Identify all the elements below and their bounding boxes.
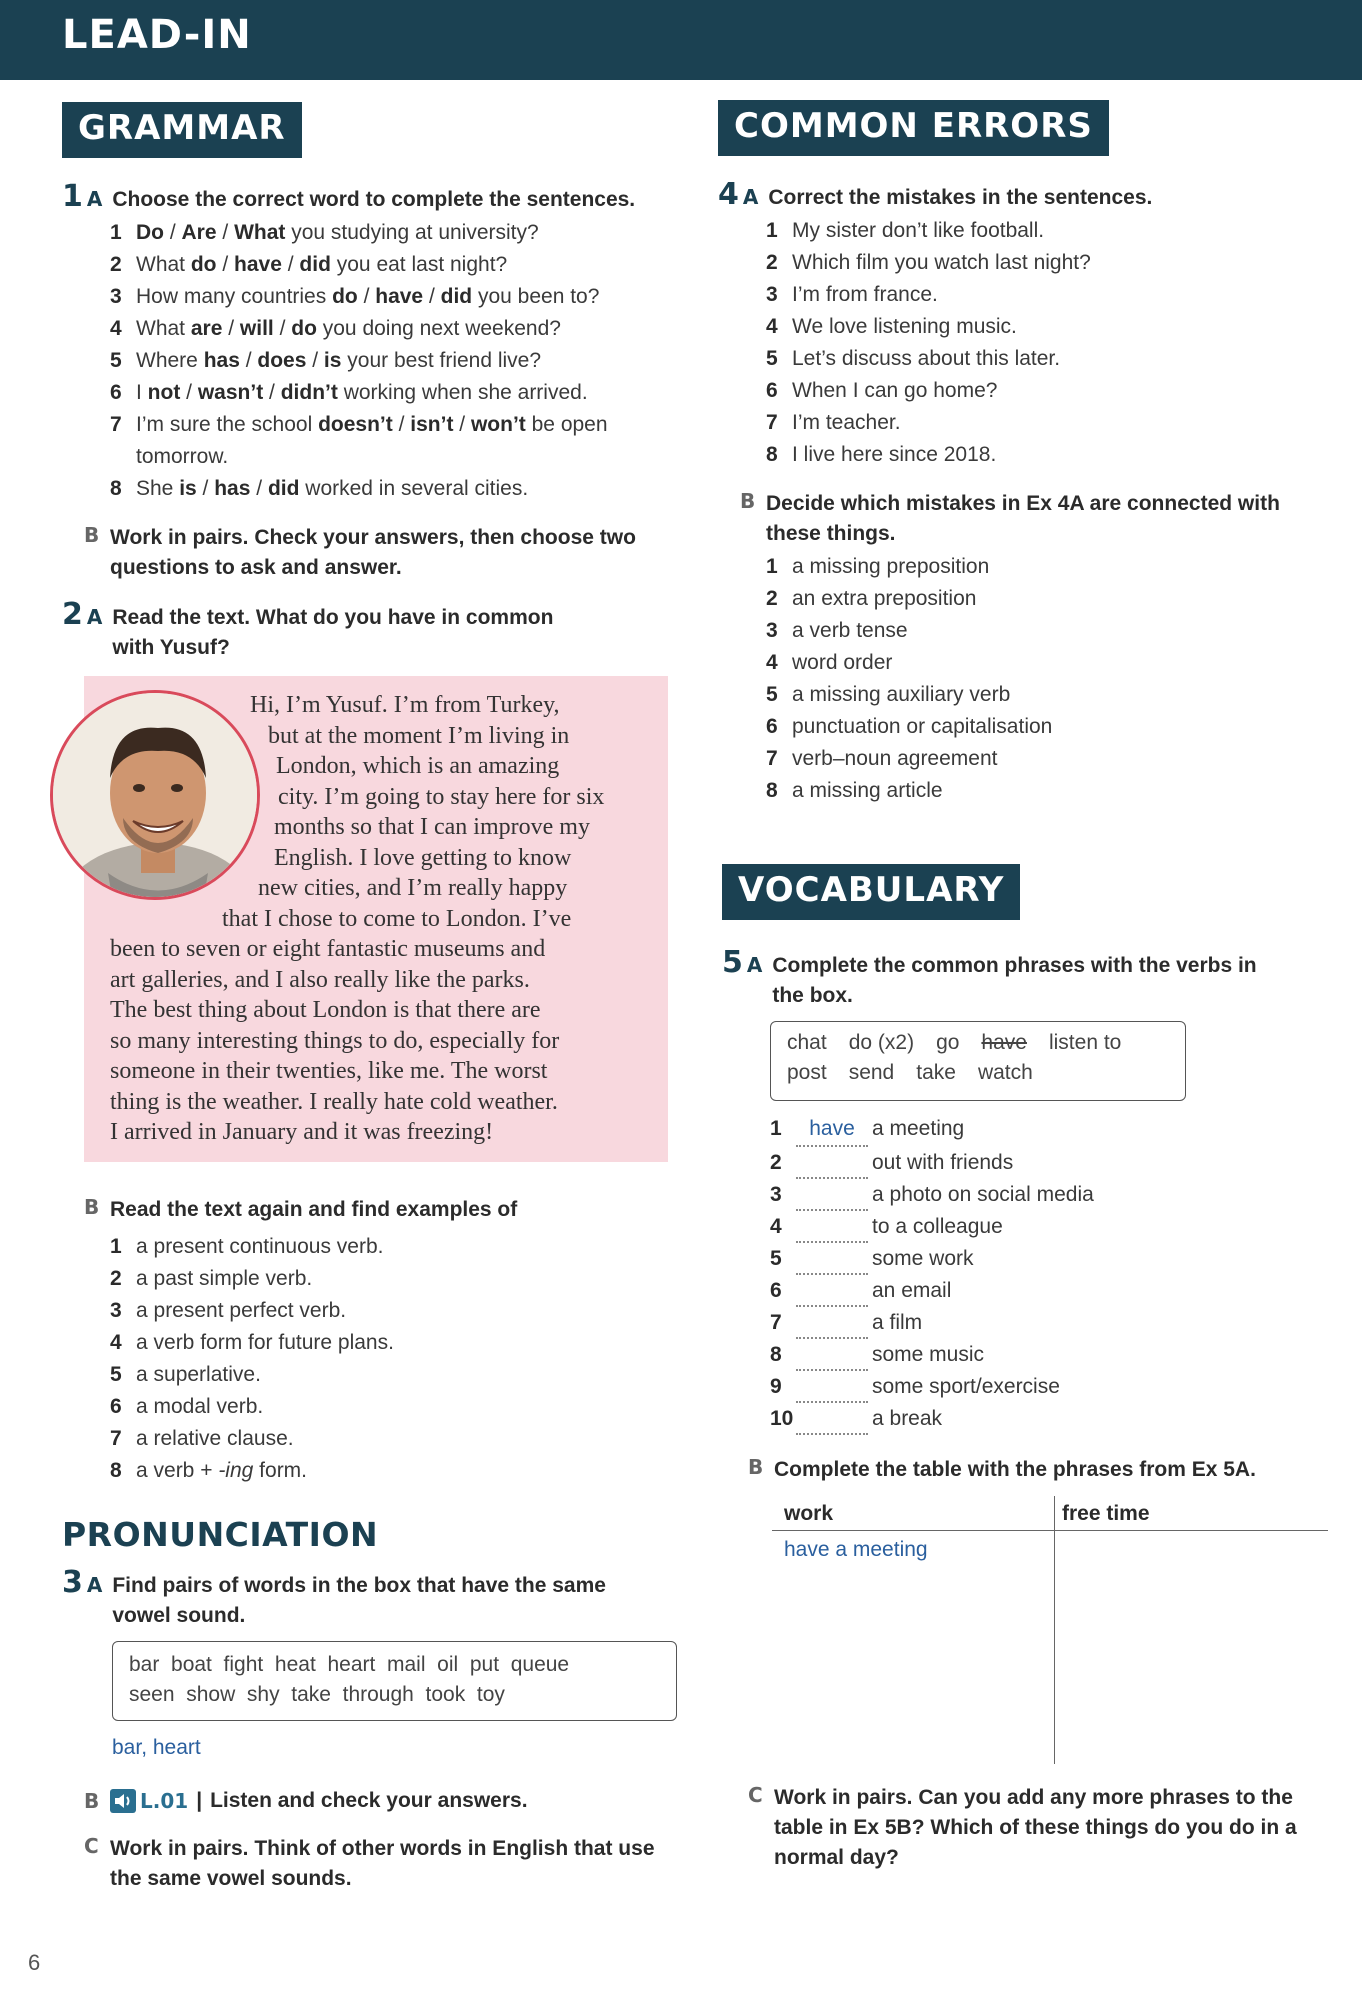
item-number: 3 <box>766 283 778 306</box>
reading-line: art galleries, and I also really like the parks. <box>110 966 530 993</box>
table-column-divider <box>1054 1496 1055 1764</box>
item-text: Let’s discuss about this later. <box>792 347 1061 370</box>
item-text: I live here since 2018. <box>792 443 997 466</box>
item-number: 5 <box>766 683 778 706</box>
common-errors-heading: COMMON ERRORS <box>718 100 1109 156</box>
exercise-2b-list <box>110 1231 684 1487</box>
item-text: a photo on social media <box>872 1183 1094 1206</box>
item-number: 3 <box>110 1299 122 1322</box>
answer-blank[interactable]: have <box>796 1113 868 1147</box>
item-number: 5 <box>766 347 778 370</box>
exercise-number: 5 <box>722 945 743 980</box>
top-banner <box>0 0 1362 80</box>
verb-word: have <box>981 1031 1027 1054</box>
list-item <box>770 1113 1290 1147</box>
exercise-4a-list <box>766 215 1328 471</box>
exercise-1a-instruction: Choose the correct word to complete the sentences. <box>112 188 636 211</box>
reading-line: been to seven or eight fantastic museums and <box>110 936 546 962</box>
exercise-letter: A <box>742 185 759 209</box>
item-number: 4 <box>766 315 778 338</box>
list-item <box>110 1359 684 1391</box>
item-number: 7 <box>110 1427 122 1450</box>
reading-line: The best thing about London is that there are <box>110 997 541 1023</box>
reading-line: Hi, I’m Yusuf. I’m from Turkey, <box>250 692 560 718</box>
item-text: We love listening music. <box>792 315 1017 338</box>
item-text: some sport/exercise <box>872 1375 1060 1398</box>
item-text: word order <box>792 651 893 674</box>
list-item <box>770 1243 1290 1275</box>
list-item <box>110 249 702 281</box>
exercise-5c <box>748 1783 1328 1873</box>
table-header-rule <box>772 1530 1328 1531</box>
list-item <box>110 217 702 249</box>
list-item <box>770 1211 1290 1243</box>
list-item <box>770 1307 1290 1339</box>
exercise-5a-instruction: Complete the common phrases with the verbs in the box. <box>772 954 1257 1007</box>
list-item <box>110 345 702 377</box>
item-text: out with friends <box>872 1151 1014 1174</box>
item-number: 1 <box>110 221 122 244</box>
item-text: an extra preposition <box>792 587 977 610</box>
reading-line: new cities, and I’m really happy <box>258 875 568 901</box>
reading-line: English. I love getting to know <box>274 844 572 871</box>
list-item <box>110 1263 684 1295</box>
exercise-2 <box>62 597 682 663</box>
list-item <box>766 279 1328 311</box>
verb-word: listen to <box>1048 1031 1122 1054</box>
exercise-1 <box>62 179 702 583</box>
list-item <box>766 375 1328 407</box>
list-item <box>766 647 1328 679</box>
exercise-4b-list <box>766 551 1328 807</box>
list-item <box>766 711 1328 743</box>
item-number: 1 <box>770 1117 782 1140</box>
exercise-3a-instruction: Find pairs of words in the box that have the same vowel sound. <box>112 1574 606 1627</box>
word-box-line-2: seen show shy take through took toy <box>129 1683 505 1706</box>
item-number: 6 <box>766 715 778 738</box>
item-number: 1 <box>766 555 778 578</box>
item-number: 8 <box>770 1343 782 1366</box>
item-text: I’m sure the school doesn’t / isn’t / won’t be open tomorrow. <box>136 413 608 468</box>
audio-track-label[interactable]: L.01 <box>140 1789 189 1813</box>
list-item <box>110 1423 684 1455</box>
item-text: punctuation or capitalisation <box>792 715 1053 738</box>
item-text: a missing auxiliary verb <box>792 683 1011 706</box>
page-number: 6 <box>28 1950 41 1975</box>
list-item <box>110 1231 684 1263</box>
answer-blank[interactable] <box>796 1211 868 1243</box>
list-item <box>766 407 1328 439</box>
reading-line: months so that I can improve my <box>274 814 590 840</box>
reading-line: but at the moment I’m living in <box>268 722 570 749</box>
grammar-heading: GRAMMAR <box>62 102 302 158</box>
exercise-number: 2 <box>62 597 83 632</box>
exercise-2b-instruction: Read the text again and find examples of <box>110 1198 518 1221</box>
list-item <box>770 1339 1290 1371</box>
list-item <box>766 583 1328 615</box>
list-item <box>110 281 702 313</box>
item-text: My sister don’t like football. <box>792 219 1045 242</box>
item-text: I’m from france. <box>792 283 938 306</box>
page-title: LEAD-IN <box>62 12 252 58</box>
table-header-work: work <box>784 1502 834 1525</box>
separator: | <box>196 1789 203 1812</box>
item-number: 4 <box>110 317 122 340</box>
item-text: an email <box>872 1279 952 1302</box>
pronunciation-heading: PRONUNCIATION <box>62 1515 379 1554</box>
item-number: 9 <box>770 1375 782 1398</box>
item-number: 7 <box>766 747 778 770</box>
item-text: some work <box>872 1247 974 1270</box>
item-number: 3 <box>770 1183 782 1206</box>
item-text: a verb tense <box>792 619 908 642</box>
item-text: When I can go home? <box>792 379 998 402</box>
verb-word: send <box>848 1061 895 1084</box>
item-number: 6 <box>766 379 778 402</box>
exercise-4b-instruction: Decide which mistakes in Ex 4A are connected with these things. <box>766 492 1280 545</box>
reading-line: that I chose to come to London. I’ve <box>222 905 572 932</box>
table-example-cell: have a meeting <box>784 1538 928 1561</box>
item-number: 6 <box>110 1395 122 1418</box>
exercise-letter: B <box>84 1195 100 1219</box>
item-text: a film <box>872 1311 923 1334</box>
exercise-3b-instruction: Listen and check your answers. <box>210 1789 528 1812</box>
item-text: a verb + -ing form. <box>136 1459 308 1482</box>
verb-word: do (x2) <box>848 1031 915 1054</box>
answer-blank[interactable] <box>796 1339 868 1371</box>
item-text: a relative clause. <box>136 1427 294 1450</box>
reading-line: I arrived in January and it was freezing! <box>110 1119 494 1145</box>
item-text: a missing article <box>792 779 943 802</box>
item-number: 7 <box>770 1311 782 1334</box>
item-text: What do / have / did you eat last night? <box>136 253 508 276</box>
exercise-3c-instruction: Work in pairs. Think of other words in English that use the same vowel sounds. <box>110 1837 655 1890</box>
answer-blank[interactable] <box>796 1147 868 1179</box>
answer-blank[interactable] <box>796 1307 868 1339</box>
item-number: 3 <box>110 285 122 308</box>
reading-line: so many interesting things to do, especially for <box>110 1027 560 1054</box>
reading-line: London, which is an amazing <box>276 753 560 779</box>
exercise-5b-instruction: Complete the table with the phrases from Ex 5A. <box>774 1458 1256 1481</box>
list-item <box>110 1391 684 1423</box>
yusuf-photo <box>50 690 260 900</box>
item-number: 8 <box>110 1459 122 1482</box>
exercise-letter: A <box>86 605 103 629</box>
reading-line: thing is the weather. I really hate cold weather. <box>110 1088 558 1115</box>
exercise-letter: A <box>86 187 103 211</box>
list-item <box>766 615 1328 647</box>
item-number: 2 <box>766 587 778 610</box>
list-item <box>770 1371 1290 1403</box>
list-item <box>110 473 702 505</box>
answer-blank[interactable] <box>796 1371 868 1403</box>
list-item <box>770 1179 1290 1211</box>
item-number: 5 <box>110 349 122 372</box>
item-number: 4 <box>110 1331 122 1354</box>
item-text: I’m teacher. <box>792 411 901 434</box>
item-text: a break <box>872 1407 943 1430</box>
item-number: 7 <box>766 411 778 434</box>
exercise-letter: A <box>86 1573 103 1597</box>
item-number: 1 <box>766 219 778 242</box>
list-item <box>766 551 1328 583</box>
item-text: How many countries do / have / did you been to? <box>136 285 600 308</box>
word-box-line-1: bar boat fight heat heart mail oil put queue <box>129 1653 570 1676</box>
verb-word: watch <box>977 1061 1033 1084</box>
exercise-number: 3 <box>62 1565 83 1600</box>
item-number: 6 <box>770 1279 782 1302</box>
list-item <box>770 1147 1290 1179</box>
phrases-table <box>772 1496 1328 1764</box>
exercise-letter: A <box>746 953 763 977</box>
exercise-3b <box>84 1786 684 1894</box>
exercise-letter: B <box>748 1455 764 1479</box>
item-number: 8 <box>766 443 778 466</box>
answer-blank[interactable] <box>796 1275 868 1307</box>
table-header-free-time: free time <box>1062 1502 1150 1525</box>
exercise-2a-instruction: Read the text. What do you have in common with Yusuf? <box>112 606 554 659</box>
verb-word: take <box>916 1061 956 1084</box>
word-box-row <box>787 1058 1169 1088</box>
exercise-2b <box>84 1195 684 1487</box>
list-item <box>766 311 1328 343</box>
item-text: a past simple verb. <box>136 1267 313 1290</box>
item-text: a present perfect verb. <box>136 1299 347 1322</box>
item-text: a present continuous verb. <box>136 1235 384 1258</box>
exercise-number: 1 <box>62 179 83 214</box>
item-number: 2 <box>770 1151 782 1174</box>
list-item <box>110 1295 684 1327</box>
item-number: 7 <box>110 413 122 436</box>
exercise-5c-instruction: Work in pairs. Can you add any more phrases to the table in Ex 5B? Which of these things do you do in a normal day? <box>774 1786 1297 1869</box>
exercise-letter: B <box>84 1789 100 1813</box>
list-item <box>110 377 702 409</box>
list-item <box>110 409 702 473</box>
exercise-5 <box>722 945 1322 1011</box>
audio-icon[interactable] <box>110 1789 136 1813</box>
exercise-1b-instruction: Work in pairs. Check your answers, then choose two questions to ask and answer. <box>110 526 636 579</box>
item-number: 8 <box>110 477 122 500</box>
item-number: 10 <box>770 1407 794 1430</box>
list-item <box>766 679 1328 711</box>
item-text: Do / Are / What you studying at university? <box>136 221 539 244</box>
example-answer: bar, heart <box>112 1736 201 1759</box>
exercise-5a-items <box>770 1113 1290 1435</box>
item-text: a missing preposition <box>792 555 990 578</box>
item-number: 3 <box>766 619 778 642</box>
reading-line: someone in their twenties, like me. The worst <box>110 1058 548 1084</box>
item-text: a superlative. <box>136 1363 261 1386</box>
verb-word: chat <box>787 1031 827 1054</box>
item-number: 2 <box>110 253 122 276</box>
word-box-row <box>787 1028 1169 1058</box>
exercise-5b <box>748 1455 1328 1485</box>
item-text: to a colleague <box>872 1215 1003 1238</box>
list-item <box>766 247 1328 279</box>
exercise-5a-list <box>770 1113 1290 1435</box>
exercise-letter: B <box>84 523 100 547</box>
item-text: Which film you watch last night? <box>792 251 1091 274</box>
item-text: verb–noun agreement <box>792 747 998 770</box>
answer-blank[interactable] <box>796 1243 868 1275</box>
item-text: a verb form for future plans. <box>136 1331 394 1354</box>
item-number: 2 <box>110 1267 122 1290</box>
item-text: a modal verb. <box>136 1395 264 1418</box>
exercise-letter: C <box>748 1783 763 1807</box>
item-number: 4 <box>766 651 778 674</box>
exercise-4 <box>718 177 1328 807</box>
item-number: 8 <box>766 779 778 802</box>
item-number: 5 <box>770 1247 782 1270</box>
exercise-letter: B <box>740 489 756 513</box>
exercise-letter: C <box>84 1834 99 1858</box>
item-text: Where has / does / is your best friend live? <box>136 349 542 372</box>
item-number: 5 <box>110 1363 122 1386</box>
verb-word: post <box>787 1061 827 1084</box>
item-text: some music <box>872 1343 985 1366</box>
exercise-3 <box>62 1565 702 1631</box>
item-text: a meeting <box>872 1117 965 1140</box>
list-item <box>110 1455 684 1487</box>
exercise-number: 4 <box>718 177 739 212</box>
list-item <box>110 313 702 345</box>
item-number: 4 <box>770 1215 782 1238</box>
word-box-verbs <box>770 1021 1186 1101</box>
exercise-1a-list <box>110 217 702 505</box>
list-item <box>770 1275 1290 1307</box>
list-item <box>766 439 1328 471</box>
list-item <box>766 215 1328 247</box>
list-item <box>766 743 1328 775</box>
item-number: 1 <box>110 1235 122 1258</box>
item-text: What are / will / do you doing next weekend? <box>136 317 561 340</box>
list-item <box>766 775 1328 807</box>
list-item <box>110 1327 684 1359</box>
word-box-pronunciation <box>112 1641 677 1721</box>
answer-blank[interactable] <box>796 1179 868 1211</box>
reading-line: city. I’m going to stay here for six <box>278 783 605 810</box>
item-text: She is / has / did worked in several cities. <box>136 477 529 500</box>
exercise-4a-instruction: Correct the mistakes in the sentences. <box>768 186 1153 209</box>
verb-word: go <box>936 1031 960 1054</box>
item-text: I not / wasn’t / didn’t working when she arrived. <box>136 381 588 404</box>
vocabulary-heading: VOCABULARY <box>722 864 1020 920</box>
answer-blank[interactable] <box>796 1403 868 1435</box>
list-item <box>770 1403 1290 1435</box>
item-number: 2 <box>766 251 778 274</box>
item-number: 6 <box>110 381 122 404</box>
list-item <box>766 343 1328 375</box>
